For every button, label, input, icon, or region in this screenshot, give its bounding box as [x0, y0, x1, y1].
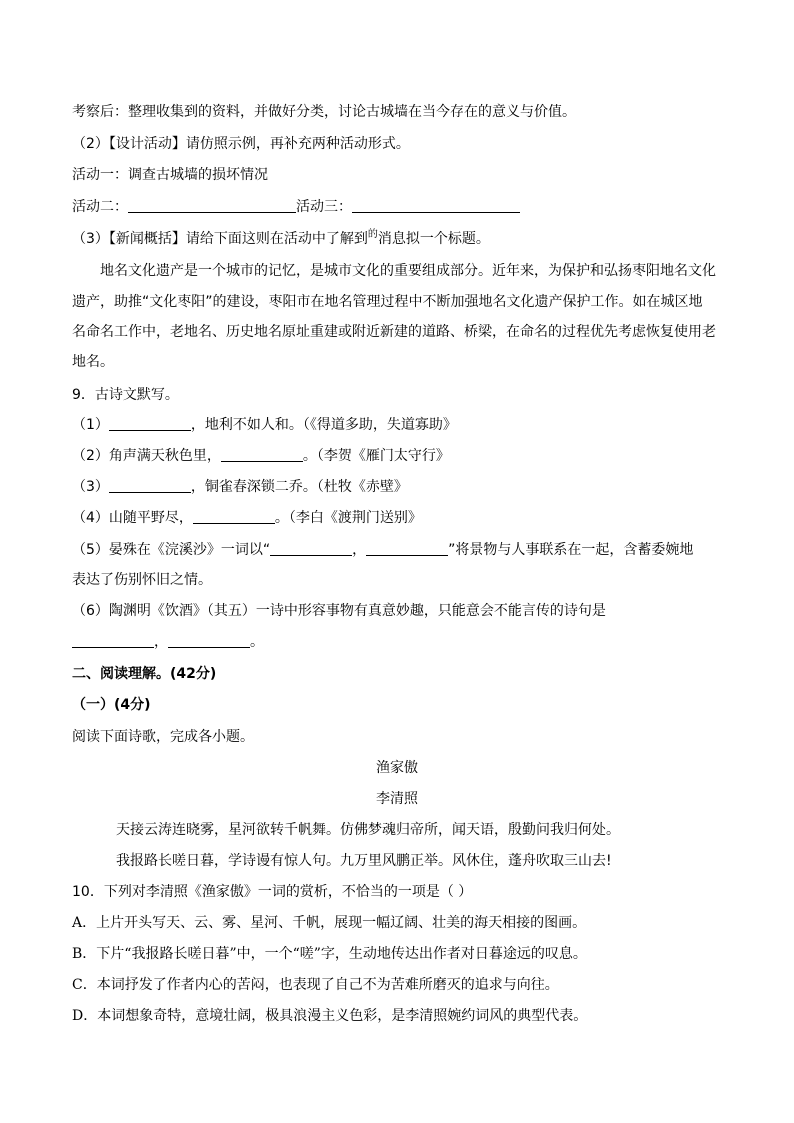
poem-title: 渔家傲: [376, 760, 418, 776]
q9-title: 9．古诗文默写。: [72, 387, 179, 403]
q9-item-5: [72, 540, 693, 560]
q9-item-6-end: 。: [250, 634, 264, 650]
q9-item-3: [72, 477, 408, 497]
q9-item-4-post: 。（李白《渡荆门送别》: [274, 510, 422, 526]
q2-design-activity: （2）【设计活动】请仿照示例，再补充两种活动形式。: [72, 136, 410, 152]
q9-item-3-post: ，铜雀春深锁二乔。（杜牧《赤壁》: [190, 479, 408, 495]
q9-item-1: [72, 415, 457, 435]
news-paragraph-line: 遗产，助推“文化枣阳”的建设，枣阳市在地名管理过程中不断加强地名文化遗产保护工作。如在城区地: [72, 294, 703, 310]
kaocha-line: 考察后：整理收集到的资料，并做好分类，讨论古城墙在当今存在的意义与价值。: [72, 104, 576, 120]
q10-stem: 10．下列对李清照《渔家傲》一词的赏析，不恰当的一项是（ ）: [72, 884, 473, 900]
q9-item-2-blank[interactable]: [221, 447, 303, 462]
q9-item-1-post: ，地利不如人和。（《得道多助，失道寡助》: [190, 417, 457, 433]
q3-news-summary: [72, 229, 490, 251]
q9-item-4-blank[interactable]: [193, 509, 275, 524]
q3-superscript: 的: [367, 229, 378, 240]
part2-instruction: 阅读下面诗歌，完成各小题。: [72, 729, 254, 745]
q10-option-a[interactable]: A．上片开头写天、云、雾、星河、千帆，展现一幅辽阔、壮美的海天相接的图画。: [72, 915, 587, 931]
q9-item-4-pre: （4）山随平野尽，: [72, 510, 193, 526]
q9-item-1-blank[interactable]: [109, 416, 191, 431]
news-paragraph-line: 名命名工作中，老地名、历史地名原址重建或附近新建的道路、桥梁，在命名的过程优先考虑恢复使用老: [72, 324, 716, 340]
q3-text-a: （3）【新闻概括】请给下面这则在活动中了解到: [72, 231, 368, 247]
q10-option-b[interactable]: B．下片“我报路长嗟日暮”中，一个“嗟”字，生动地传达出作者对日暮途远的叹息。: [72, 946, 587, 962]
activity-one: 活动一：调查古城墙的损坏情况: [72, 167, 268, 183]
activity-three-label: 活动三：: [296, 199, 352, 215]
news-paragraph-line: 地名。: [72, 354, 114, 370]
q9-item-6: （6）陶渊明《饮酒》（其五）一诗中形容事物有真意妙趣，只能意会不能言传的诗句是: [72, 603, 606, 619]
poem-line: 我报路长嗟日暮，学诗谩有惊人句。九万里风鹏正举。风休住，蓬舟吹取三山去!: [116, 853, 612, 869]
q9-item-2-post: 。（李贺《雁门太守行》: [302, 448, 450, 464]
q9-item-2-pre: （2）角声满天秋色里，: [72, 448, 221, 464]
q9-item-3-blank[interactable]: [109, 478, 191, 493]
q10-option-d[interactable]: D．本词想象奇特，意境壮阔，极具浪漫主义色彩，是李清照婉约词风的典型代表。: [72, 1008, 588, 1024]
q9-item-5-comma: ，: [352, 542, 367, 558]
q9-item-5-blank-a[interactable]: [270, 541, 352, 556]
q10-option-c[interactable]: C．本词抒发了作者内心的苦闷，也表现了自己不为苦难所磨灭的追求与向往。: [72, 977, 559, 993]
q9-item-6-comma: ，: [154, 634, 168, 650]
q9-item-5-pre: （5）晏殊在《浣溪沙》一词以“: [72, 542, 271, 558]
activity-two-three: [72, 197, 520, 217]
poem-author: 李清照: [376, 791, 418, 807]
q9-item-6-blank-b[interactable]: [168, 633, 250, 648]
q9-item-1-pre: （1）: [72, 417, 109, 433]
activity-three-blank[interactable]: [352, 198, 520, 213]
q9-item-5-blank-b[interactable]: [366, 541, 448, 556]
poem-line: 天接云涛连晓雾，星河欲转千帆舞。仿佛梦魂归帝所，闻天语，殷勤问我归何处。: [116, 822, 620, 838]
part2-heading: 二、阅读理解。(42分): [72, 666, 217, 682]
q9-item-3-pre: （3）: [72, 479, 109, 495]
news-paragraph-line: 地名文化遗产是一个城市的记忆，是城市文化的重要组成部分。近年来，为保护和弘扬枣阳地名文化: [100, 263, 716, 279]
q9-item-2: [72, 446, 450, 466]
q9-item-5-line2: 表达了伤别怀旧之情。: [72, 572, 212, 588]
q9-item-6-blank-a[interactable]: [72, 633, 154, 648]
q9-item-5-post: ”将景物与人事联系在一起，含蓄委婉地: [448, 542, 694, 558]
part2-subheading: （一）(4分): [72, 697, 151, 713]
activity-two-label: 活动二：: [72, 199, 128, 215]
q3-text-b: 消息拟一个标题。: [377, 231, 490, 247]
activity-two-blank[interactable]: [128, 198, 296, 213]
q9-item-6-answer: [72, 632, 264, 652]
q9-item-4: [72, 508, 422, 528]
